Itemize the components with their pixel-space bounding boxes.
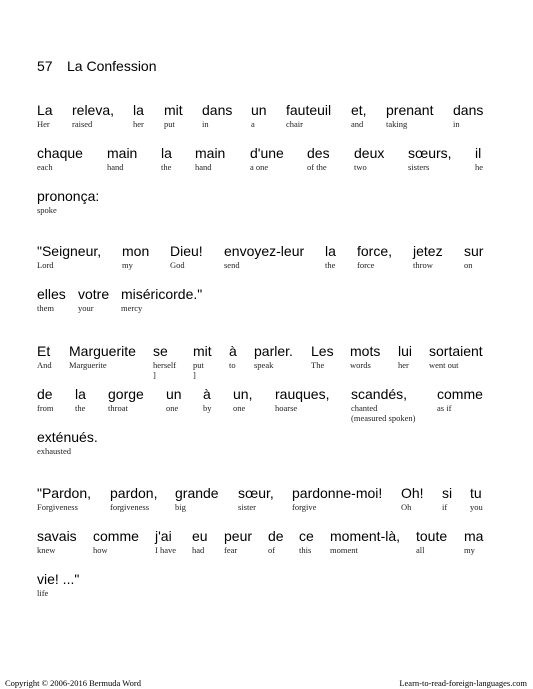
french-word: force, (357, 243, 393, 259)
english-gloss: the (75, 403, 86, 413)
english-gloss: chair (286, 119, 303, 129)
english-gloss: in (202, 119, 209, 129)
french-word: j'ai (155, 528, 172, 544)
word-group (37, 102, 53, 129)
english-gloss: force (357, 260, 375, 270)
word-group (133, 102, 144, 129)
word-group (250, 145, 284, 172)
english-gloss: from (37, 403, 54, 413)
english-gloss: them (37, 303, 54, 313)
english-gloss: words (350, 360, 371, 370)
chapter-number: 57 (37, 58, 53, 74)
french-word: sortaient (429, 343, 483, 359)
english-gloss: taking (386, 119, 408, 129)
english-gloss: hand (107, 162, 124, 172)
french-word: mots (350, 343, 381, 359)
english-gloss: sisters (408, 162, 430, 172)
french-word: si (442, 485, 453, 501)
english-gloss: to (229, 360, 236, 370)
french-word: mit (164, 102, 183, 118)
french-word: main (107, 145, 138, 161)
french-word: Marguerite (69, 343, 136, 359)
english-gloss: one (233, 403, 246, 413)
french-word: tu (470, 485, 482, 501)
french-word: de (268, 528, 284, 544)
english-gloss: Lord (37, 260, 54, 270)
english-gloss: two (354, 162, 367, 172)
french-word: Oh! (401, 485, 424, 501)
french-word: deux (354, 145, 385, 161)
english-gloss: forgiveness (110, 502, 150, 512)
english-gloss: life (37, 588, 49, 598)
english-gloss: put ] (193, 360, 204, 380)
english-gloss: her (398, 360, 409, 370)
french-word: savais (37, 528, 77, 544)
word-group (224, 243, 304, 270)
french-word: Dieu! (170, 243, 203, 259)
english-gloss: the (161, 162, 172, 172)
english-gloss: on (464, 260, 473, 270)
english-gloss: by (203, 403, 212, 413)
french-word: vie! ..." (37, 571, 80, 587)
word-group (464, 528, 483, 555)
french-word: exténués. (37, 429, 98, 445)
word-group (275, 386, 329, 413)
french-word: eu (192, 528, 208, 544)
french-word: sur (464, 243, 484, 259)
french-word: gorge (108, 386, 144, 402)
word-group (386, 102, 433, 129)
french-word: toute (416, 528, 448, 544)
word-group (286, 102, 331, 129)
word-group (37, 429, 98, 456)
copyright-notice: Copyright © 2006-2016 Bermuda Word (5, 678, 141, 688)
word-group (193, 343, 212, 380)
french-word: à (203, 386, 211, 402)
word-group (475, 145, 483, 172)
word-group (37, 243, 101, 270)
french-word: grande (175, 485, 219, 501)
french-word: mit (193, 343, 212, 359)
word-group (464, 243, 483, 270)
french-word: jetez (413, 243, 443, 259)
french-word: miséricorde." (121, 286, 203, 302)
word-group (330, 528, 400, 555)
word-group (107, 145, 137, 172)
french-word: envoyez-leur (224, 243, 305, 259)
word-group (37, 343, 52, 370)
english-gloss: her (133, 119, 144, 129)
english-gloss: raised (72, 119, 93, 129)
word-group (37, 145, 83, 172)
english-gloss: throat (108, 403, 128, 413)
word-group (121, 286, 202, 313)
french-word: Et (37, 343, 51, 359)
word-group (108, 386, 144, 413)
french-word: un, (233, 386, 253, 402)
english-gloss: my (464, 545, 475, 555)
word-group (350, 343, 380, 370)
english-gloss: fear (224, 545, 238, 555)
english-gloss: moment (330, 545, 358, 555)
word-group (470, 485, 483, 512)
french-word: se (153, 343, 168, 359)
french-word: pardonne-moi! (292, 485, 383, 501)
word-group (408, 145, 452, 172)
word-group (307, 145, 330, 172)
french-word: la (133, 102, 144, 118)
french-word: "Seigneur, (37, 243, 102, 259)
word-group (311, 343, 334, 370)
english-gloss: exhausted (37, 446, 71, 456)
english-gloss: my (122, 260, 133, 270)
english-gloss: you (470, 502, 483, 512)
word-group (37, 485, 91, 512)
english-gloss: he (475, 162, 484, 172)
word-group (357, 243, 392, 270)
french-word: elles (37, 286, 66, 302)
word-group (195, 145, 225, 172)
french-word: sœur, (238, 485, 274, 501)
word-group (351, 102, 367, 129)
word-group (238, 485, 274, 512)
word-group (351, 386, 415, 423)
word-group (69, 343, 136, 370)
word-group (453, 102, 483, 129)
word-group (254, 343, 293, 370)
english-gloss: Her (37, 119, 50, 129)
french-word: d'une (250, 145, 284, 161)
french-word: ma (464, 528, 484, 544)
english-gloss: knew (37, 545, 56, 555)
english-gloss: speak (254, 360, 274, 370)
word-group (122, 243, 149, 270)
word-group (161, 145, 172, 172)
word-group (37, 571, 79, 598)
word-group (413, 243, 443, 270)
french-word: comme (93, 528, 139, 544)
french-word: un (251, 102, 267, 118)
word-group (416, 528, 447, 555)
english-gloss: God (170, 260, 185, 270)
word-group (72, 102, 114, 129)
word-group (93, 528, 139, 555)
english-gloss: one (166, 403, 179, 413)
english-gloss: big (175, 502, 186, 512)
french-word: la (161, 145, 172, 161)
french-word: Les (311, 343, 334, 359)
english-gloss: a (251, 119, 255, 129)
english-gloss: if (442, 502, 448, 512)
english-gloss: put (164, 119, 175, 129)
word-group (229, 343, 237, 370)
french-word: des (307, 145, 330, 161)
word-group (437, 386, 483, 413)
word-group (401, 485, 424, 512)
french-word: fauteuil (286, 102, 332, 118)
word-group (325, 243, 336, 270)
word-group (37, 528, 77, 555)
english-gloss: hoarse (275, 403, 298, 413)
word-group (170, 243, 203, 270)
english-gloss: had (192, 545, 205, 555)
word-group (192, 528, 208, 555)
word-group (175, 485, 219, 512)
french-word: "Pardon, (37, 485, 92, 501)
word-group (268, 528, 284, 555)
french-word: La (37, 102, 53, 118)
english-gloss: and (351, 119, 364, 129)
french-word: un (166, 386, 182, 402)
word-group (202, 102, 232, 129)
french-word: votre (78, 286, 110, 302)
english-gloss: send (224, 260, 240, 270)
word-group (164, 102, 183, 129)
french-word: la (75, 386, 86, 402)
english-gloss: the (325, 260, 336, 270)
word-group (251, 102, 267, 129)
word-group (203, 386, 212, 413)
english-gloss: Oh (401, 502, 412, 512)
english-gloss: herself ] (153, 360, 177, 380)
french-word: mon (122, 243, 150, 259)
word-group (398, 343, 412, 370)
english-gloss: as if (437, 403, 452, 413)
english-gloss: throw (413, 260, 433, 270)
english-gloss: forgive (292, 502, 317, 512)
site-link[interactable]: Learn-to-read-foreign-languages.com (399, 678, 527, 688)
english-gloss: mercy (121, 303, 143, 313)
french-word: main (195, 145, 226, 161)
french-word: de (37, 386, 53, 402)
english-gloss: The (311, 360, 325, 370)
french-word: pardon, (110, 485, 158, 501)
english-gloss: chanted (measured spoken) (351, 403, 416, 423)
french-word: dans (453, 102, 484, 118)
english-gloss: this (299, 545, 312, 555)
french-word: chaque (37, 145, 83, 161)
english-gloss: of (268, 545, 276, 555)
french-word: sœurs, (408, 145, 452, 161)
word-group (153, 343, 176, 380)
word-group (166, 386, 182, 413)
word-group (442, 485, 452, 512)
word-group (299, 528, 314, 555)
english-gloss: Marguerite (69, 360, 107, 370)
word-group (224, 528, 252, 555)
english-gloss: hand (195, 162, 212, 172)
french-word: peur (224, 528, 253, 544)
french-word: ce (299, 528, 314, 544)
english-gloss: a one (250, 162, 269, 172)
english-gloss: Forgiveness (37, 502, 78, 512)
french-word: scandés, (351, 386, 408, 402)
french-word: comme (437, 386, 483, 402)
english-gloss: all (416, 545, 425, 555)
english-gloss: spoke (37, 205, 57, 215)
french-word: à (229, 343, 237, 359)
french-word: lui (398, 343, 413, 359)
word-group (429, 343, 483, 370)
chapter-title: La Confession (67, 58, 157, 74)
english-gloss: your (78, 303, 94, 313)
word-group (75, 386, 86, 413)
chapter-header (37, 58, 157, 74)
word-group (354, 145, 384, 172)
english-gloss: each (37, 162, 53, 172)
english-gloss: of the (307, 162, 327, 172)
english-gloss: how (93, 545, 108, 555)
french-word: releva, (72, 102, 115, 118)
word-group (155, 528, 176, 555)
word-group (78, 286, 109, 313)
french-word: il (475, 145, 482, 161)
french-word: dans (202, 102, 233, 118)
english-gloss: went out (429, 360, 459, 370)
word-group (233, 386, 252, 413)
french-word: prenant (386, 102, 434, 118)
english-gloss: sister (238, 502, 256, 512)
french-word: la (325, 243, 336, 259)
french-word: moment-là, (330, 528, 401, 544)
english-gloss: I have (155, 545, 177, 555)
word-group (292, 485, 382, 512)
english-gloss: in (453, 119, 460, 129)
french-word: et, (351, 102, 367, 118)
french-word: prononça: (37, 188, 100, 204)
french-word: parler. (254, 343, 293, 359)
french-word: rauques, (275, 386, 330, 402)
word-group (37, 386, 54, 413)
word-group (37, 286, 66, 313)
word-group (37, 188, 99, 215)
english-gloss: And (37, 360, 52, 370)
word-group (110, 485, 157, 512)
